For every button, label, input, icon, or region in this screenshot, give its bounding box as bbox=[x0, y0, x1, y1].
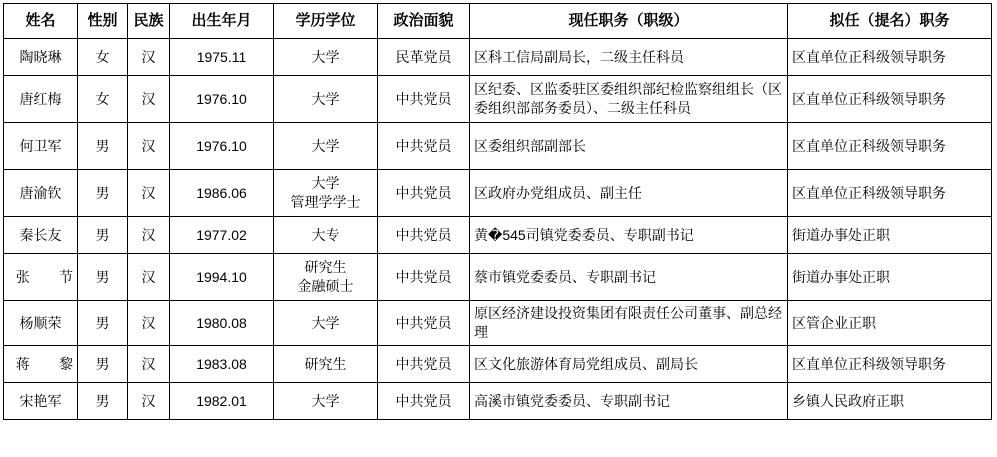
column-header-proposed-position: 拟任（提名）职务 bbox=[788, 4, 992, 39]
cell-sex: 男 bbox=[78, 346, 128, 383]
table-row bbox=[4, 346, 992, 383]
column-header-ethnicity: 民族 bbox=[128, 4, 170, 39]
personnel-roster-table bbox=[3, 3, 992, 420]
cell-sex: 男 bbox=[78, 301, 128, 346]
cell-name: 陶晓琳 bbox=[4, 39, 78, 76]
table-row bbox=[4, 383, 992, 420]
cell-birth: 1986.06 bbox=[170, 170, 274, 217]
table-row bbox=[4, 217, 992, 254]
cell-name: 唐红梅 bbox=[4, 76, 78, 123]
cell-ethnicity: 汉 bbox=[128, 254, 170, 301]
cell-political: 中共党员 bbox=[378, 383, 470, 420]
cell-education bbox=[274, 76, 378, 123]
education-line-1: 大学 bbox=[311, 137, 340, 154]
name-text: 蒋 黎 bbox=[15, 355, 81, 372]
cell-education bbox=[274, 301, 378, 346]
cell-name: 何卫军 bbox=[4, 123, 78, 170]
cell-proposed-position: 区直单位正科级领导职务 bbox=[788, 123, 992, 170]
cell-birth: 1975.11 bbox=[170, 39, 274, 76]
cell-sex: 男 bbox=[78, 254, 128, 301]
cell-political: 中共党员 bbox=[378, 301, 470, 346]
cell-name: 秦长友 bbox=[4, 217, 78, 254]
cell-political: 中共党员 bbox=[378, 123, 470, 170]
cell-proposed-position: 区管企业正职 bbox=[788, 301, 992, 346]
cell-ethnicity: 汉 bbox=[128, 76, 170, 123]
cell-current-position: 蔡市镇党委委员、专职副书记 bbox=[470, 254, 788, 301]
cell-ethnicity: 汉 bbox=[128, 383, 170, 420]
education-line-1: 大专 bbox=[311, 226, 340, 243]
column-header-sex: 性别 bbox=[78, 4, 128, 39]
table-row bbox=[4, 254, 992, 301]
cell-education bbox=[274, 123, 378, 170]
table-row bbox=[4, 39, 992, 76]
cell-ethnicity: 汉 bbox=[128, 301, 170, 346]
cell-sex: 女 bbox=[78, 76, 128, 123]
cell-name: 宋艳军 bbox=[4, 383, 78, 420]
cell-current-position: 区文化旅游体育局党组成员、副局长 bbox=[470, 346, 788, 383]
cell-political: 中共党员 bbox=[378, 254, 470, 301]
cell-name: 唐渝钦 bbox=[4, 170, 78, 217]
cell-name bbox=[4, 254, 81, 301]
cell-birth: 1980.08 bbox=[170, 301, 274, 346]
cell-political: 民革党员 bbox=[378, 39, 470, 76]
cell-education bbox=[274, 217, 378, 254]
table-body bbox=[4, 39, 992, 420]
education-line-1: 大学 bbox=[311, 392, 340, 409]
education-line-1: 大学 bbox=[311, 175, 340, 192]
column-header-current-position: 现任职务（职级） bbox=[470, 4, 788, 39]
cell-current-position: 区委组织部副部长 bbox=[470, 123, 788, 170]
cell-birth: 1977.02 bbox=[170, 217, 274, 254]
cell-current-position: 高溪市镇党委委员、专职副书记 bbox=[470, 383, 788, 420]
cell-ethnicity: 汉 bbox=[128, 217, 170, 254]
cell-ethnicity: 汉 bbox=[128, 123, 170, 170]
column-header-birth: 出生年月 bbox=[170, 4, 274, 39]
cell-political: 中共党员 bbox=[378, 170, 470, 217]
table-row bbox=[4, 170, 992, 217]
table-row bbox=[4, 301, 992, 346]
cell-education bbox=[274, 383, 378, 420]
table-row bbox=[4, 76, 992, 123]
cell-ethnicity: 汉 bbox=[128, 346, 170, 383]
cell-birth: 1976.10 bbox=[170, 123, 274, 170]
cell-education bbox=[274, 39, 378, 76]
table-header bbox=[4, 4, 992, 39]
cell-proposed-position: 乡镇人民政府正职 bbox=[788, 383, 992, 420]
education-line-1: 研究生 bbox=[304, 259, 347, 276]
cell-sex: 女 bbox=[78, 39, 128, 76]
column-header-education: 学历学位 bbox=[274, 4, 378, 39]
cell-ethnicity: 汉 bbox=[128, 170, 170, 217]
cell-name bbox=[4, 346, 81, 383]
cell-proposed-position: 区直单位正科级领导职务 bbox=[788, 346, 992, 383]
cell-sex: 男 bbox=[78, 123, 128, 170]
cell-sex: 男 bbox=[78, 383, 128, 420]
cell-proposed-position: 区直单位正科级领导职务 bbox=[788, 170, 992, 217]
cell-proposed-position: 街道办事处正职 bbox=[788, 217, 992, 254]
cell-sex: 男 bbox=[78, 217, 128, 254]
cell-name: 杨顺荣 bbox=[4, 301, 78, 346]
education-line-1: 大学 bbox=[311, 314, 340, 331]
cell-political: 中共党员 bbox=[378, 76, 470, 123]
cell-birth: 1983.08 bbox=[170, 346, 274, 383]
cell-current-position: 黄�545司镇党委委员、专职副书记 bbox=[470, 217, 788, 254]
cell-proposed-position: 街道办事处正职 bbox=[788, 254, 992, 301]
education-line-1: 大学 bbox=[311, 90, 340, 107]
cell-political: 中共党员 bbox=[378, 217, 470, 254]
cell-proposed-position: 区直单位正科级领导职务 bbox=[788, 76, 992, 123]
cell-current-position: 区科工信局副局长，二级主任科员 bbox=[470, 39, 788, 76]
education-line-2: 管理学学士 bbox=[290, 194, 361, 210]
cell-current-position: 区纪委、区监委驻区委组织部纪检监察组组长（区委组织部部务委员）、二级主任科员 bbox=[470, 76, 788, 123]
cell-proposed-position: 区直单位正科级领导职务 bbox=[788, 39, 992, 76]
cell-education bbox=[274, 346, 378, 383]
name-text: 张 节 bbox=[15, 268, 81, 285]
education-line-1: 研究生 bbox=[304, 355, 347, 372]
cell-birth: 1994.10 bbox=[170, 254, 274, 301]
education-line-2: 金融硕士 bbox=[297, 278, 354, 294]
education-line-1: 大学 bbox=[311, 48, 340, 65]
column-header-political: 政治面貌 bbox=[378, 4, 470, 39]
cell-sex: 男 bbox=[78, 170, 128, 217]
cell-birth: 1976.10 bbox=[170, 76, 274, 123]
cell-education bbox=[274, 254, 378, 301]
table-header-row bbox=[4, 4, 992, 39]
cell-ethnicity: 汉 bbox=[128, 39, 170, 76]
cell-current-position: 原区经济建设投资集团有限责任公司董事、副总经理 bbox=[470, 301, 788, 346]
cell-education bbox=[274, 170, 378, 217]
cell-political: 中共党员 bbox=[378, 346, 470, 383]
cell-current-position: 区政府办党组成员、副主任 bbox=[470, 170, 788, 217]
column-header-name: 姓名 bbox=[4, 4, 78, 39]
cell-birth: 1982.01 bbox=[170, 383, 274, 420]
table-row bbox=[4, 123, 992, 170]
